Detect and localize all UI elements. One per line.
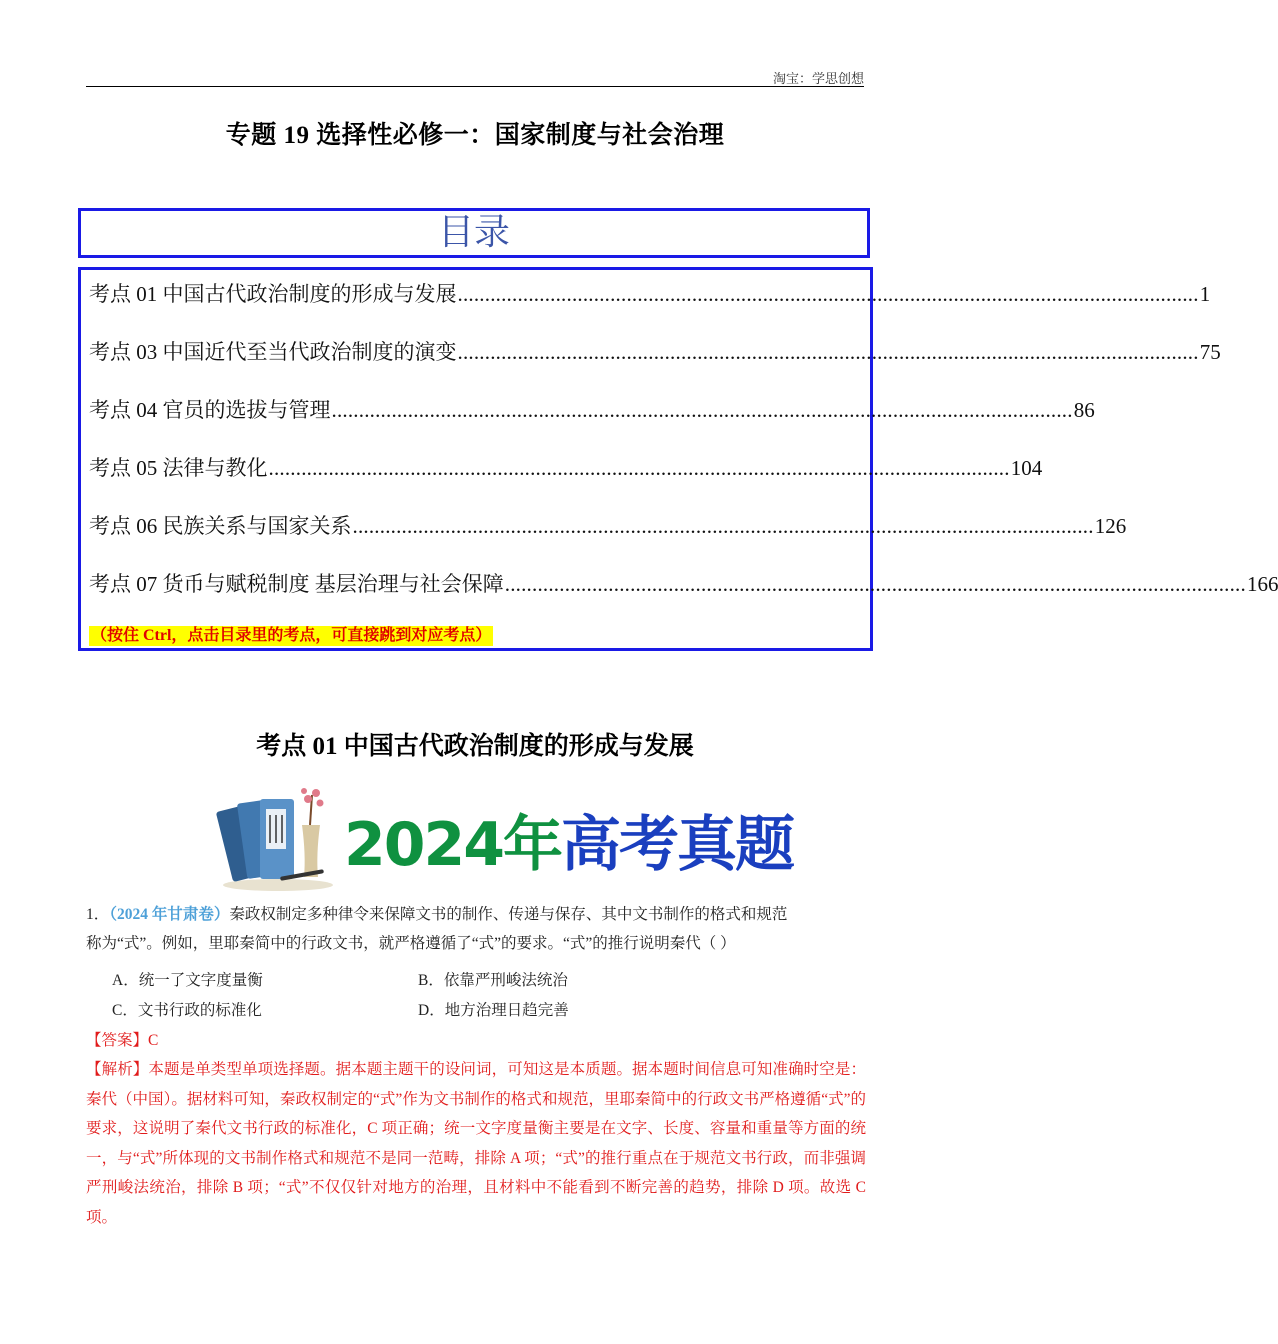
toc-item-page[interactable]: 1 xyxy=(1199,282,1211,306)
toc-item-label[interactable]: 考点 03 中国近代至当代政治制度的演变 xyxy=(89,340,457,364)
option-a: A．统一了文字度量衡 xyxy=(112,972,263,989)
toc-item-page[interactable]: 126 xyxy=(1094,514,1127,538)
books-icon xyxy=(218,785,338,893)
toc-leader-dots: ........................................................................................................................................ xyxy=(504,572,1246,596)
toc-leader-dots: ........................................................................................................................................ xyxy=(268,456,1010,480)
toc-item-label[interactable]: 考点 07 货币与赋税制度 基层治理与社会保障 xyxy=(89,572,504,596)
answer-line xyxy=(86,1028,158,1050)
toc-note: （按住 Ctrl，点击目录里的考点，可直接跳到对应考点） xyxy=(91,627,492,644)
toc-item-label[interactable]: 考点 05 法律与教化 xyxy=(89,456,268,480)
toc-item-label[interactable]: 考点 04 官员的选拔与管理 xyxy=(89,398,331,422)
answer-tag: 【答案】 xyxy=(86,1032,149,1049)
banner-title xyxy=(344,797,793,883)
toc-box xyxy=(78,267,1278,651)
toc-item[interactable] xyxy=(89,394,1095,424)
answer-value: C xyxy=(148,1032,159,1049)
toc-leader-dots: ........................................................................................................................................ xyxy=(457,340,1199,364)
option-d: D．地方治理日趋完善 xyxy=(418,1002,569,1019)
toc-item-label[interactable]: 考点 01 中国古代政治制度的形成与发展 xyxy=(89,282,457,306)
document-title: 专题 19 选择性必修一：国家制度与社会治理 xyxy=(225,122,725,149)
toc-item-page[interactable]: 86 xyxy=(1073,398,1095,422)
header-text: 淘宝：学思创想 xyxy=(772,71,864,86)
toc-item[interactable] xyxy=(89,278,1211,308)
toc-leader-dots: ........................................................................................................................................ xyxy=(457,282,1199,306)
question-source: （2024 年甘肃卷） xyxy=(109,906,230,923)
question-stem-line-2: 称为“式”。例如，里耶秦简中的行政文书，就严格遵循了“式”的要求。“式”的推行说明秦代（ ） xyxy=(86,935,736,952)
analysis-paragraph xyxy=(86,1055,866,1232)
toc-item[interactable] xyxy=(89,568,1278,598)
option-c: C．文书行政的标准化 xyxy=(112,1002,262,1019)
toc-leader-dots: ........................................................................................................................................ xyxy=(331,398,1073,422)
analysis-text: 本题是单类型单项选择题。据本题主题干的设问词，可知这是本质题。据本题时间信息可知准确时空是：秦代（中国）。据材料可知，秦政权制定的“式”作为文书制作的格式和规范，里耶秦简中的行政文书严格遵循“式”的要求，这说明了秦代文书行政的标准化，C 项正确；统一文字度量衡主要是在文字、长度、容量和重量等方面的统一，与“式”所体现的文书制作格式和规范不是同一范畴，排除 A 项；“式”的推行重点在于规范文书行政，而非强调严刑峻法统治，排除 B 项；“式”不仅仅针对地方的治理，且材料中不能看到不断完善的趋势，排除 D 项。故选 C 项。 xyxy=(86,1061,866,1226)
toc-item-page[interactable]: 104 xyxy=(1010,456,1043,480)
toc-leader-dots: ........................................................................................................................................ xyxy=(352,514,1094,538)
analysis-tag: 【解析】 xyxy=(86,1061,149,1078)
toc-item[interactable] xyxy=(89,336,1221,366)
section-title: 考点 01 中国古代政治制度的形成与发展 xyxy=(256,733,694,760)
toc-item[interactable] xyxy=(89,452,1043,482)
question-stem-line-1: 秦政权制定多种律令来保障文书的制作、传递与保存、其中文书制作的格式和规范 xyxy=(229,906,788,923)
toc-item-page[interactable]: 166 xyxy=(1246,572,1278,596)
toc-item-label[interactable]: 考点 06 民族关系与国家关系 xyxy=(89,514,352,538)
question-stem xyxy=(86,900,866,958)
banner-year: 2024年 xyxy=(344,810,561,880)
option-b: B．依靠严刑峻法统治 xyxy=(418,972,568,989)
toc-item[interactable] xyxy=(89,510,1127,540)
banner-label: 高考真题 xyxy=(561,810,793,880)
toc-item-page[interactable]: 75 xyxy=(1199,340,1221,364)
exam-banner xyxy=(218,785,793,893)
question-number: 1． xyxy=(86,906,110,923)
toc-heading: 目录 xyxy=(78,208,870,258)
header-divider xyxy=(86,86,864,87)
